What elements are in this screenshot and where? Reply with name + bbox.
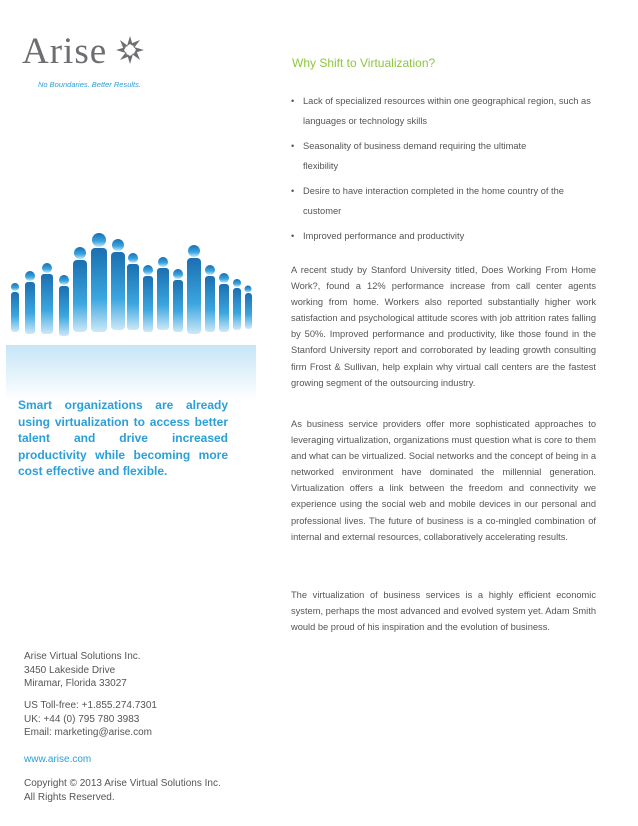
website-link[interactable]: www.arise.com [24, 754, 92, 765]
website-block [24, 753, 91, 767]
pull-quote: Smart organizations are already using virtualization to access better talent and drive increased productivity while becoming more cost effective and flexible. [18, 398, 228, 478]
bullet-item: • Improved performance and productivity [290, 227, 598, 247]
body-paragraph-2: As business service providers offer more sophisticated approaches to leveraging virtualization, organizations must question what is core to them and what can be virtualized. Social networks and the concept of being in a networked environment have dominated the millennial generation. Virtualization offers a link between the freedom and connectivity we experience using the social web and mobile devices in our personal and professional lives. The future of business is a co-mingled combination of internal and external resources, collaboratively accelerating results. [291, 419, 596, 542]
section-heading: Why Shift to Virtualization? [292, 56, 436, 70]
company-name: Arise Virtual Solutions Inc. [24, 651, 141, 662]
bullet-item: • Lack of specialized resources within one geographical region, such as languages or technology skills [290, 92, 598, 131]
crowd-illustration-icon [6, 225, 256, 400]
contact-info [24, 699, 157, 740]
address-line-2: Miramar, Florida 33027 [24, 678, 127, 689]
copyright-block [24, 777, 221, 804]
body-paragraph-3: The virtualization of business services is a highly efficient economic system, perhaps the most advanced and evolved system yet. Adam Smith would be proud of his inspiration and the evolution of business. [291, 590, 596, 633]
copyright-text: Copyright © 2013 Arise Virtual Solutions Inc. [24, 778, 221, 789]
phone-uk: UK: +44 (0) 795 780 3983 [24, 713, 140, 725]
logo-tagline: No Boundaries. Better Results. [38, 80, 141, 89]
email-text: Email: marketing@arise.com [24, 727, 152, 738]
bullet-list [290, 92, 598, 253]
sidebar [0, 0, 263, 826]
arise-star-icon [114, 34, 146, 66]
logo [22, 32, 162, 92]
company-address [24, 650, 141, 691]
logo-wordmark: Arise [22, 31, 108, 72]
rights-text: All Rights Reserved. [24, 791, 115, 803]
body-paragraph-1: A recent study by Stanford University titled, Does Working From Home Work?, found a 12% performance increase from call center agents working from home. Workers also reported substantially higher work satisfaction and psychological attitude scores with job attrition rates falling by 50%. Improved performance and productivity, like those found in the Stanford University report and corroborated by leading growth consulting firm Frost & Sullivan, help explain why virtual call centers are the fastest growing segment of the outsourcing industry. [291, 265, 596, 388]
address-line-1: 3450 Lakeside Drive [24, 664, 116, 676]
phone-us: US Toll-free: +1.855.274.7301 [24, 700, 157, 711]
bullet-item: • Desire to have interaction completed in the home country of the customer [290, 182, 598, 221]
bullet-item: • Seasonality of business demand requiring the ultimate flexibility [290, 137, 598, 176]
